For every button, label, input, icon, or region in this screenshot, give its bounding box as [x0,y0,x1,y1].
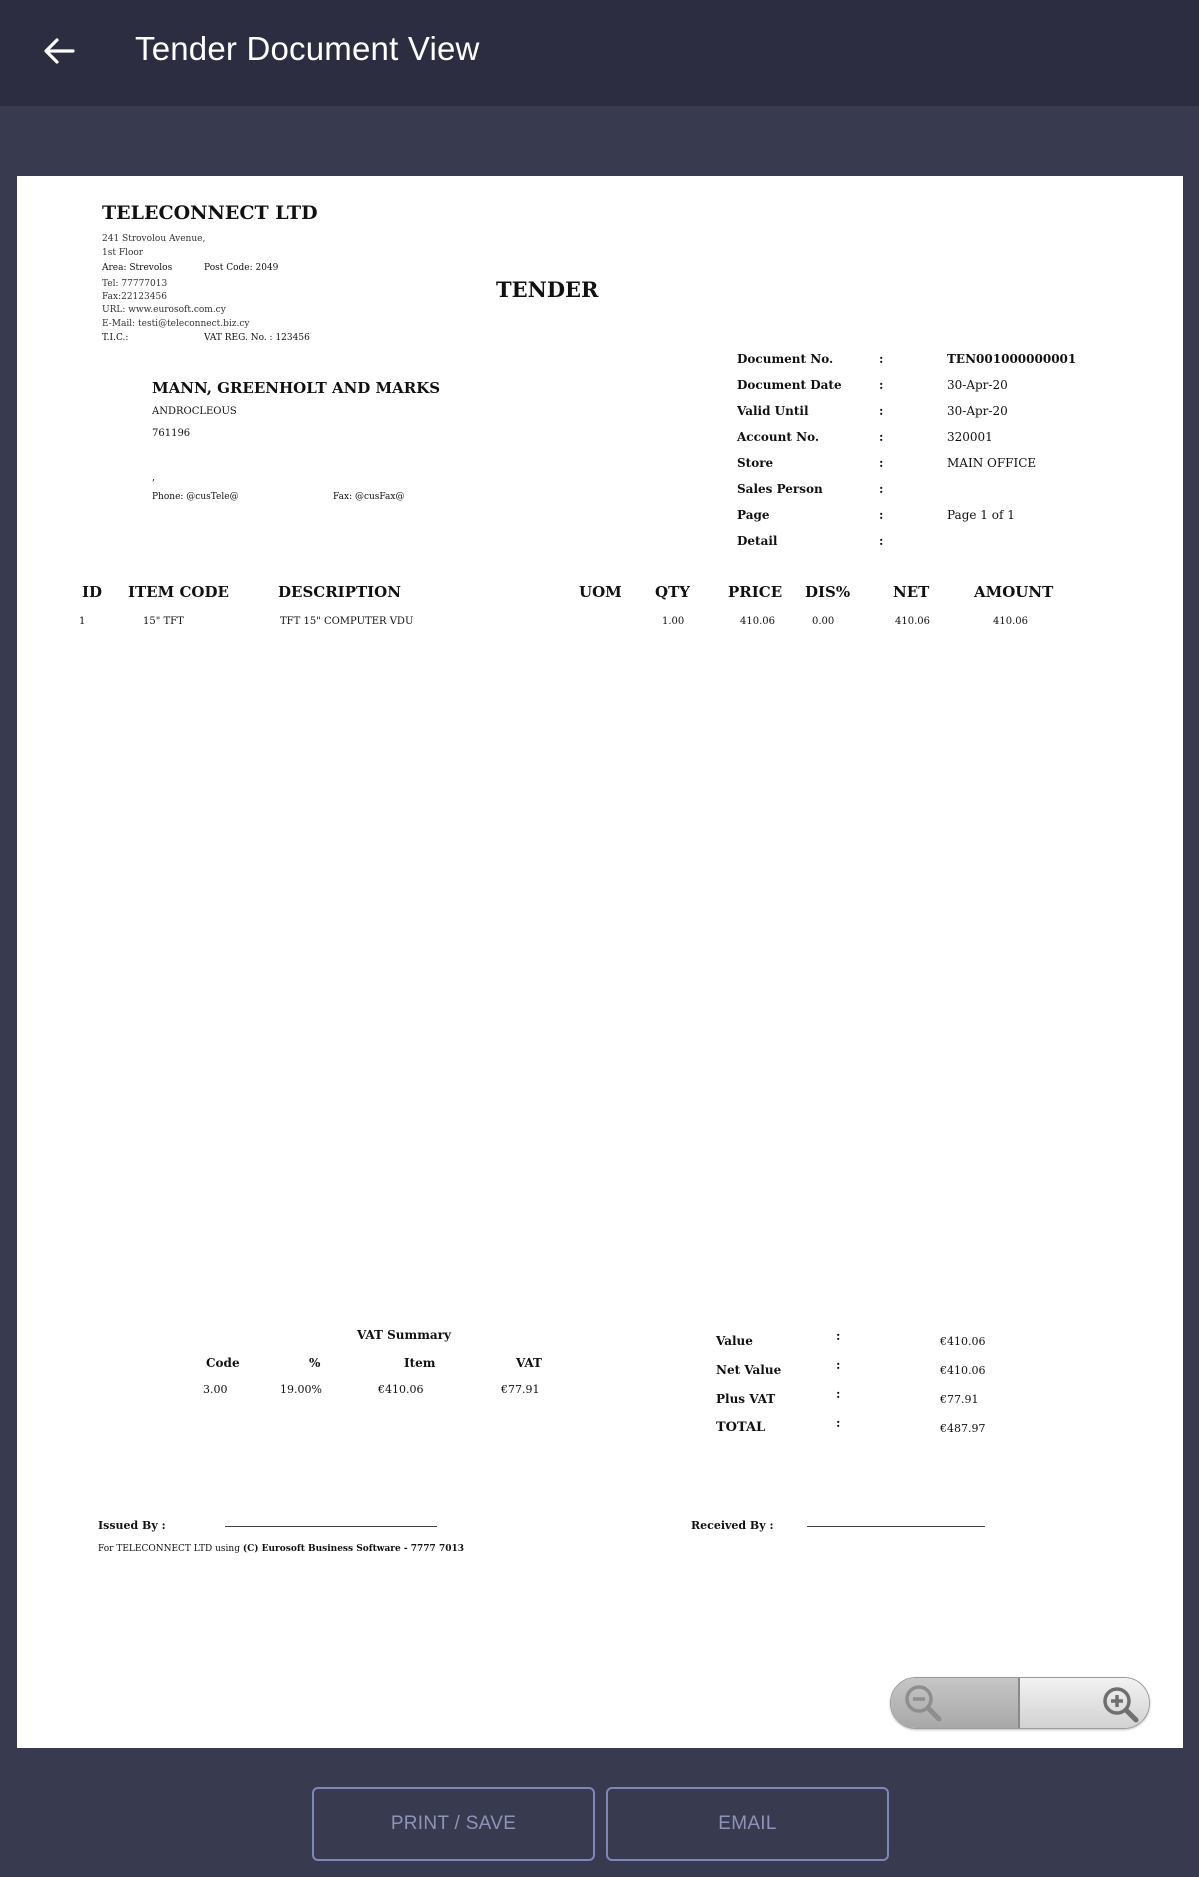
info-value-page: Page 1 of 1 [947,508,1015,522]
total-colon: : [836,1329,841,1343]
post-code: Post Code: 2049 [204,263,279,273]
info-label-store: Store [737,456,774,470]
column-header-description: DESCRIPTION [278,583,401,601]
info-colon: : [879,456,884,470]
info-label-document-no: Document No. [737,352,834,366]
total-colon: : [836,1416,841,1430]
customer-line: 761196 [152,428,191,439]
info-label-page: Page [737,508,770,522]
total-colon: : [836,1358,841,1372]
column-header-net: NET [893,583,930,601]
info-value-valid-until: 30-Apr-20 [947,404,1008,418]
info-colon: : [879,482,884,496]
company-tel: Tel: 77777013 [102,279,168,289]
print-save-button[interactable]: PRINT / SAVE [312,1787,595,1861]
column-header-id: ID [82,583,103,601]
document-page [17,176,1183,1748]
info-colon: : [879,508,884,522]
company-tic [102,333,310,343]
email-button[interactable]: EMAIL [606,1787,889,1861]
table-cell-description: TFT 15" COMPUTER VDU [280,616,414,627]
customer-line: , [152,472,156,483]
total-value-value: €410.06 [940,1335,986,1348]
table-cell-id: 1 [79,616,86,627]
customer-line: ANDROCLEOUS [152,406,237,417]
total-value-net-value: €410.06 [940,1364,986,1377]
vat-header-vat: VAT [516,1356,542,1370]
total-label-value: Value [716,1334,753,1348]
zoom-control [890,1677,1150,1729]
info-colon: : [879,378,884,392]
page-title: Tender Document View [135,30,480,67]
vat-cell-item: €410.06 [378,1383,424,1396]
document-title: TENDER [496,277,599,302]
info-colon: : [879,430,884,444]
table-cell-price: 410.06 [740,616,775,627]
total-label-net-value: Net Value [716,1363,782,1377]
company-address-line: 1st Floor [102,248,144,258]
company-url: URL: www.eurosoft.com.cy [102,305,226,315]
column-header-price: PRICE [728,583,783,601]
app-bar [0,0,1199,106]
column-header-qty: QTY [655,583,690,601]
table-cell-qty: 1.00 [662,616,685,627]
total-label-total: TOTAL [716,1420,766,1435]
table-cell-item-code: 15" TFT [143,616,184,627]
total-value-plus-vat: €77.91 [940,1393,979,1406]
info-label-valid-until: Valid Until [737,404,809,418]
tic-text: T.I.C.: [102,333,129,343]
table-cell-amount: 410.06 [993,616,1028,627]
zoom-in-icon [1099,1683,1139,1723]
info-value-store: MAIN OFFICE [947,456,1037,470]
table-cell-net: 410.06 [895,616,930,627]
issued-by-signature-line [225,1526,437,1527]
info-colon: : [879,404,884,418]
vat-cell-code: 3.00 [203,1383,228,1396]
company-area [102,263,279,273]
customer-name: MANN, GREENHOLT AND MARKS [152,379,441,397]
total-colon: : [836,1387,841,1401]
column-header-dis: DIS% [805,583,851,601]
info-colon: : [879,534,884,548]
table-cell-dis: 0.00 [812,616,835,627]
vat-summary-title: VAT Summary [357,1328,451,1342]
info-label-detail: Detail [737,534,778,548]
footer-prefix: For TELECONNECT LTD using [98,1544,243,1554]
vat-cell-percent: 19.00% [280,1383,322,1396]
info-colon: : [879,352,884,366]
zoom-in-button[interactable] [1020,1678,1149,1728]
info-label-account-no: Account No. [737,430,820,444]
info-value-account-no: 320001 [947,430,993,444]
column-header-amount: AMOUNT [974,583,1054,601]
info-value-document-no: TEN001000000001 [947,352,1077,366]
total-value-total: €487.97 [940,1422,986,1435]
received-by-signature-line [807,1526,985,1527]
zoom-out-button[interactable] [891,1678,1020,1728]
back-button[interactable] [36,28,82,74]
company-email: E-Mail: testi@teleconnect.biz.cy [102,319,250,329]
column-header-uom: UOM [579,583,622,601]
vat-header-code: Code [206,1356,240,1370]
column-header-item-code: ITEM CODE [128,583,229,601]
zoom-out-icon [903,1683,943,1723]
received-by-label: Received By : [691,1519,774,1532]
info-value-document-date: 30-Apr-20 [947,378,1008,392]
customer-phone: Phone: @cusTele@ [152,492,239,502]
vat-header-percent: % [309,1356,321,1370]
customer-fax: Fax: @cusFax@ [333,492,405,502]
info-label-sales-person: Sales Person [737,482,823,496]
footer-software: (C) Eurosoft Business Software - 7777 7013 [242,1544,465,1554]
vat-header-item: Item [404,1356,436,1370]
vat-cell-vat: €77.91 [501,1383,540,1396]
issued-by-label: Issued By : [98,1519,166,1532]
vat-reg: VAT REG. No. : 123456 [204,333,310,343]
company-name: TELECONNECT LTD [102,202,318,224]
arrow-left-icon [43,37,75,65]
company-address-line: 241 Strovolou Avenue, [102,234,206,244]
info-label-document-date: Document Date [737,378,842,392]
total-label-plus-vat: Plus VAT [716,1392,776,1406]
company-fax: Fax:22123456 [102,292,167,302]
footer-text [98,1544,464,1554]
area-text: Area: Strevolos [102,263,173,273]
